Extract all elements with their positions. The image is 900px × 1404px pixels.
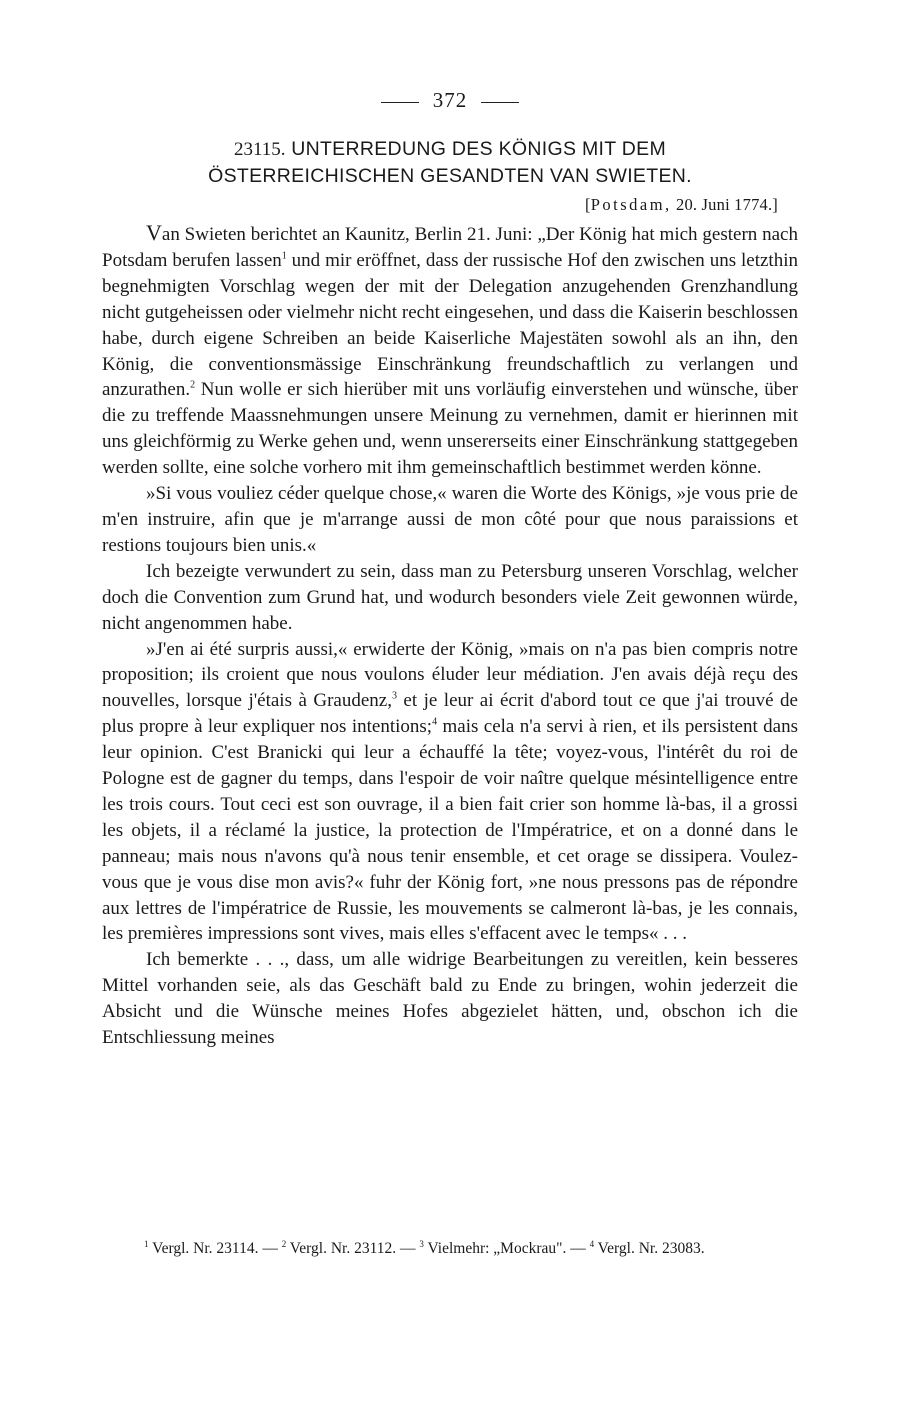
footnote-mark: 1 bbox=[144, 1238, 149, 1249]
document-number: 23115. bbox=[233, 139, 286, 160]
footnote-reference: 4 bbox=[432, 716, 438, 728]
footnote-mark: 3 bbox=[419, 1238, 424, 1249]
paragraph-text: et je leur ai écrit d'abord tout ce que j'ai trouvé de plus propre à leur expliquer nos intentions; bbox=[102, 690, 798, 738]
document-heading bbox=[100, 136, 800, 189]
heading-line-1 bbox=[100, 136, 800, 163]
heading-title-1: UNTERREDUNG DES KÖNIGS MIT DEM bbox=[291, 138, 667, 160]
body-paragraph bbox=[102, 947, 798, 1051]
footnote-reference: 2 bbox=[190, 380, 196, 392]
paragraph-text: »Si vous vouliez céder quelque chose,« waren die Worte des Königs, »je vous prie de m'en instruire, afin que je m'arrange aussi de mon côté pour que nous paraissions et restions toujours bien unis.« bbox=[102, 483, 798, 556]
footnote-list bbox=[102, 1238, 798, 1260]
body-paragraph bbox=[102, 637, 798, 948]
footnotes bbox=[102, 1238, 798, 1260]
dateline bbox=[585, 195, 778, 215]
heading-title-2: ÖSTERREICHISCHEN GESANDTEN VAN SWIETEN. bbox=[208, 165, 692, 187]
footnote-text: Vergl. Nr. 23112. — bbox=[286, 1240, 420, 1257]
body-paragraph bbox=[102, 481, 798, 559]
paragraph-text: Van Swieten berichtet an Kaunitz, Berlin 21. Juni: „Der König hat mich gestern nach Potsdam berufen lassen bbox=[102, 220, 798, 271]
paragraph-text: mais cela n'a servi à rien, et ils persistent dans leur opinion. C'est Branicki qui leur a échauffé la tête; voyez-vous, l'intérêt du roi de Pologne est de gagner du temps, dans l'espoir de voir naître quelque mésintelligence entre les trois cours. Tout ceci est son ouvrage, il a bien fait crier son homme là-bas, il a grossi les objets, il a réclamé la justice, la protection de l'Impératrice, et on a donné dans le panneau; mais nous n'avons qu'à nous tenir ensemble, et cet orage se dissipera. Voulez-vous que je vous dise mon avis?« fuhr der König fort, »ne nous pressons pas de répondre aux lettres de l'impératrice de Russie, les mouvements se calmeront là-bas, je les connais, les premières impressions sont vives, mais elles s'effacent avec le temps« . . . bbox=[102, 716, 798, 945]
footnote-mark: 4 bbox=[589, 1238, 595, 1249]
footnote-text: Vergl. Nr. 23114. — bbox=[148, 1240, 282, 1257]
paragraph-text: und mir eröffnet, dass der russische Hof den zwischen uns letzthin begnehmigten Vorschlag wegen der mit der Delegation anzugehenden Grenzhandlung nicht gutgeheissen oder vielmehr nicht recht eingesehen, und dass die Kaiserin beschlossen habe, durch eigene Schreiben an beide Kaiserliche Majestäten sowohl als an ihn, den König, die conventionsmässige Einschränkung freundschaftlich zu verlangen und anzurathen. bbox=[102, 249, 798, 401]
document-body bbox=[102, 220, 798, 1051]
paragraph-text: Nun wolle er sich hierüber mit uns vorläufig einverstehen und wünsche, über die zu treffende Maassnehmungen unsere Meinung zu vernehmen, damit er hierinnen mit uns gleichförmig zu Werke gehen und, wenn unsererseits einer Einschränkung stattgegeben werden sollte, eine solche vorhero mit ihm gemeinschaftlich bestimmet werden könne. bbox=[102, 379, 798, 479]
dateline-open: [ bbox=[585, 195, 591, 214]
page-number-line bbox=[0, 88, 900, 113]
paragraph-text: Ich bemerkte . . ., dass, um alle widrige Bearbeitungen zu vereitlen, kein besseres Mittel vorhanden seie, als das Geschäft bald zu Ende zu bringen, wohin jederzeit die Absicht und die Wünsche meines Hofes abgezielet hätten, und, obschon ich die Entschliessung meines bbox=[102, 949, 798, 1049]
paragraph-text: »J'en ai été surpris aussi,« erwiderte der König, »mais on n'a pas bien compris notre proposition; ils croient que nous voulons éluder leur médiation. J'en avais déjà reçu des nouvelles, lorsque j'étais à Graudenz, bbox=[102, 638, 798, 712]
body-paragraph bbox=[102, 220, 798, 481]
body-paragraph bbox=[102, 559, 798, 637]
footnote-mark: 2 bbox=[281, 1238, 287, 1249]
dateline-place: Potsdam, bbox=[590, 195, 672, 214]
page-number-dash-left bbox=[381, 102, 419, 103]
footnote-text: Vielmehr: „Mockrau". — bbox=[423, 1240, 590, 1257]
dateline-date: 20. Juni 1774.] bbox=[671, 195, 778, 214]
footnote-reference: 3 bbox=[391, 690, 397, 702]
page-number-dash-right bbox=[481, 102, 519, 103]
paragraph-text: Ich bezeigte verwundert zu sein, dass man zu Petersburg unseren Vorschlag, welcher doch die Convention zum Grund hat, und wodurch besonders viele Zeit gewonnen würde, nicht angenommen habe. bbox=[102, 560, 798, 634]
page-number: 372 bbox=[432, 88, 468, 112]
footnote-reference: 1 bbox=[281, 250, 287, 262]
footnote-text: Vergl. Nr. 23083. bbox=[594, 1240, 705, 1257]
